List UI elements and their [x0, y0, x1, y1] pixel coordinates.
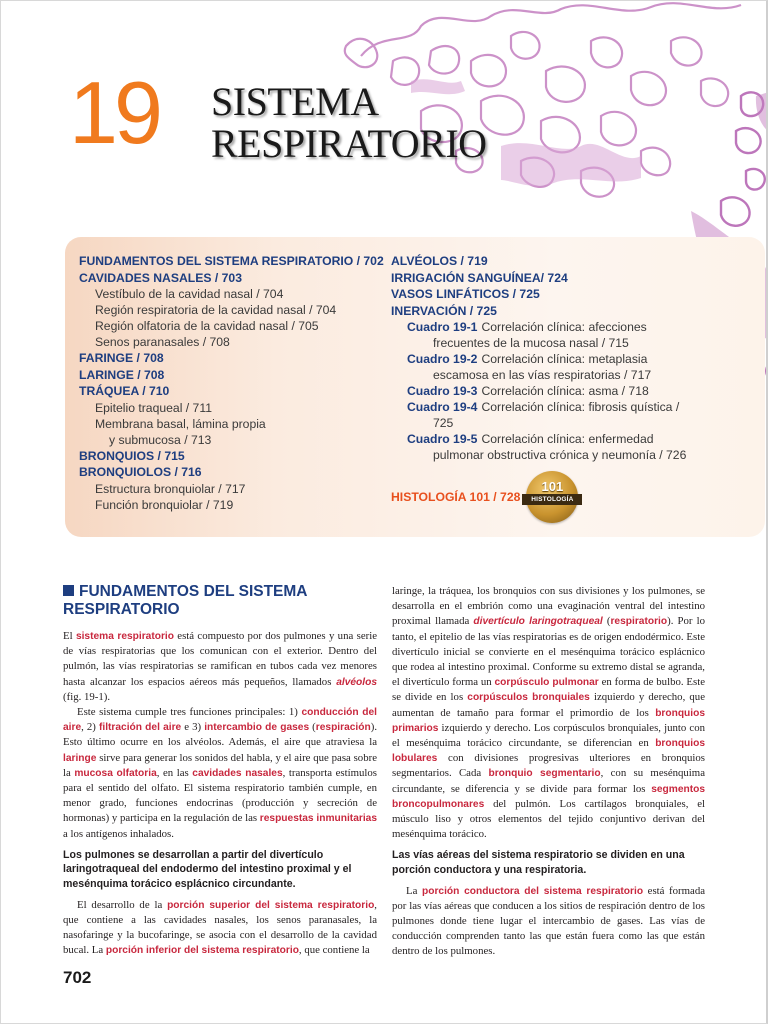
contents-heading[interactable]: ALVÉOLOS / 719	[391, 254, 488, 268]
text-run: (	[309, 721, 316, 734]
clinical-box-title-cont: escamosa en las vías respiratorias / 717	[433, 368, 652, 382]
contents-subentry[interactable]: Región olfatoria de la cavidad nasal / 705	[95, 319, 319, 333]
clinical-box-label: Cuadro 19-1	[407, 320, 478, 334]
text-run: , transporta estímulos para el sentido del olfato. El sistema respiratorio también cumple, en menor grado, funciones endocrinas (producción y secreción de hormonas) y participa en la regulación de las	[63, 766, 377, 825]
text-run: en forma de bulbo. Este se divide en los	[392, 676, 705, 704]
contents-heading[interactable]: TRÁQUEA / 710	[79, 384, 170, 398]
body-paragraph	[392, 884, 705, 960]
contents-heading[interactable]: LARINGE / 708	[79, 367, 165, 382]
chapter-title-line-1: SISTEMA	[211, 79, 379, 124]
body-right-column	[392, 584, 705, 960]
text-run: está formada por las vías aéreas que conducen a los sitios de respiración dentro de los pulmones donde tiene lugar el intercambio de gases. Las vías de conducción comprenden tanto las que están fuera como las que están dentro de los pulmones.	[392, 884, 706, 958]
clinical-box-entry[interactable]	[391, 351, 721, 383]
clinical-box-title-cont: 725	[433, 416, 454, 430]
text-run: izquierdo y derecho. Los corpúsculos bronquiales, junto con el mesénquima torácico circundante, se diferencian en	[392, 721, 705, 750]
key-term: conducción del aire	[63, 707, 378, 734]
key-term: respiratorio	[610, 616, 668, 628]
text-run: Este sistema cumple tres funciones principales: 1)	[77, 706, 302, 719]
histology-101-entry[interactable]	[391, 471, 721, 523]
clinical-box-title: Correlación clínica: enfermedad	[481, 432, 654, 446]
text-run: (fig. 19-1).	[63, 690, 111, 703]
lead-statement	[63, 848, 377, 892]
contents-heading[interactable]: IRRIGACIÓN SANGUÍNEA/ 724	[391, 270, 568, 285]
histology-101-label: HISTOLOGÍA 101 / 728	[391, 490, 521, 504]
text-run: , en las	[156, 766, 193, 779]
clinical-box-title: Correlación clínica: fibrosis quística /	[481, 400, 680, 414]
chapter-title	[211, 81, 487, 165]
clinical-box-title-cont: frecuentes de la mucosa nasal / 715	[433, 336, 629, 350]
contents-subentry[interactable]: Región respiratoria de la cavidad nasal / 704	[95, 303, 337, 317]
key-term: respiración	[315, 722, 371, 734]
chapter-title-line-2: RESPIRATORIO	[211, 121, 487, 166]
text-run: El	[63, 630, 76, 642]
section-heading-text: FUNDAMENTOS DEL SISTEMA RESPIRATORIO	[63, 583, 307, 618]
text-run: ). Esto último ocurre en los alvéolos. Además, el aire que atraviesa la	[63, 721, 378, 749]
clinical-box-title: Correlación clínica: asma / 718	[481, 384, 649, 398]
body-paragraph	[63, 629, 377, 705]
clinical-box-entry[interactable]	[391, 431, 721, 463]
clinical-box-title: Correlación clínica: afecciones	[481, 320, 647, 334]
contents-heading[interactable]: FARINGE / 708	[79, 351, 164, 365]
badge-label: HISTOLOGÍA	[522, 494, 582, 505]
text-run: , 2)	[81, 721, 99, 734]
text-run: a los antígenos inhalados.	[63, 827, 174, 840]
key-term: porción inferior del sistema respiratorio	[105, 945, 299, 957]
text-run: sirve para generar los sonidos del habla, y el aire que pasa sobre la	[63, 751, 377, 779]
text-run: , con su mesénquima circundante, se diferencia y se divide para formar los	[392, 767, 705, 795]
contents-right-column	[391, 253, 721, 523]
key-term: alvéolos	[336, 676, 377, 688]
text-run: del pulmón. Los cartílagos bronquiales, el músculo liso y otros elementos del tejido conjuntivo derivan del mesénquima torácico.	[392, 797, 705, 841]
contents-heading[interactable]: VASOS LINFÁTICOS / 725	[391, 287, 540, 301]
body-paragraph	[392, 584, 705, 842]
key-term: respuestas inmunitarias	[259, 813, 377, 825]
key-term: corpúsculo pulmonar	[494, 677, 599, 689]
chapter-contents-box	[65, 237, 765, 537]
clinical-box-title-cont: pulmonar obstructiva crónica y neumonía / 726	[433, 448, 687, 462]
badge-number: 101	[541, 479, 564, 494]
contents-subentry[interactable]: Senos paranasales / 708	[95, 335, 230, 349]
contents-subentry[interactable]: y submucosa / 713	[109, 432, 212, 447]
contents-subentry[interactable]: Membrana basal, lámina propia	[95, 416, 266, 431]
contents-left-column	[79, 253, 384, 513]
contents-heading[interactable]: CAVIDADES NASALES / 703	[79, 270, 242, 285]
text-run: ). Por lo tanto, el epitelio de las vías respiratorias es de origen endodérmico. Este divertículo inicial se convierte en el mesénquima torácico esplácnico que rodea al intestino proximal. Conforme su extremo distal se agranda, el divertículo forma un	[392, 615, 706, 689]
text-run: izquierdo y derecho, que aumentan de tamaño para formar el primordio de los	[392, 691, 705, 719]
lead-statement	[392, 848, 705, 877]
key-term: bronquios lobulares	[392, 738, 705, 765]
clinical-box-label: Cuadro 19-5	[407, 432, 478, 446]
key-term: mucosa olfatoria	[74, 767, 157, 779]
clinical-box-entry[interactable]	[391, 383, 721, 399]
text-run: con divisiones progresivas ulteriores en bronquios segmentarios. Cada	[392, 752, 705, 780]
contents-heading[interactable]: INERVACIÓN / 725	[391, 303, 497, 318]
text-run: , que contiene la	[298, 944, 370, 957]
text-run: Las vías aéreas del sistema respiratorio se dividen en una porción conductora y una respiratoria.	[392, 849, 685, 877]
text-run: Los pulmones se desarrollan a partir del divertículo laringotraqueal del endodermo del intestino proximal y el mesénquima torácico esplácnico circundante.	[63, 848, 352, 891]
text-run: está compuesto por dos pulmones y una serie de vías respiratorias que los comunican con el exterior. Dentro del pulmón, las vías respiratorias se ramifican en tubos cada vez menores hasta alcanzar los espacios aéreos más pequeños, llamados	[63, 630, 377, 688]
key-term: divertículo laringotraqueal	[473, 616, 603, 628]
key-term: bronquios primarios	[392, 707, 705, 734]
key-term: bronquio segmentario	[488, 768, 601, 780]
page-number: 702	[63, 968, 92, 987]
text-run: laringe, la tráquea, los bronquios con sus divisiones y los pulmones, se desarrolla en el embrión como una evaginación ventral del intestino proximal llamada	[392, 585, 705, 628]
text-run: La	[406, 884, 422, 897]
contents-subentry[interactable]: Estructura bronquiolar / 717	[95, 481, 246, 496]
clinical-box-entry[interactable]	[391, 399, 721, 431]
contents-heading[interactable]: BRONQUIOS / 715	[79, 448, 185, 463]
contents-subentry[interactable]: Función bronquiolar / 719	[95, 497, 234, 512]
clinical-box-title: Correlación clínica: metaplasia	[481, 352, 648, 366]
key-term: porción conductora del sistema respiratorio	[422, 885, 644, 897]
body-paragraph	[63, 898, 377, 959]
clinical-box-entry[interactable]	[391, 319, 721, 351]
key-term: sistema respiratorio	[75, 631, 174, 642]
contents-heading[interactable]: BRONQUIOLOS / 716	[79, 465, 202, 479]
body-left-column	[63, 629, 377, 958]
text-run: (	[602, 615, 611, 628]
text-run: , que contiene a las cavidades nasales, los senos paranasales, la nasofaringe y la bucofaringe, se asocia con el desarrollo de la cavidad bucal. La	[63, 898, 377, 957]
contents-heading[interactable]: FUNDAMENTOS DEL SISTEMA RESPIRATORIO / 702	[79, 254, 384, 268]
key-term: laringe	[63, 752, 97, 764]
chapter-number: 19	[69, 63, 159, 162]
key-term: filtración del aire	[98, 722, 182, 734]
contents-subentry[interactable]: Vestíbulo de la cavidad nasal / 704	[95, 287, 284, 301]
section-heading	[63, 583, 363, 619]
histology-101-badge-icon	[526, 471, 578, 523]
clinical-box-label: Cuadro 19-2	[407, 352, 478, 366]
key-term: intercambio de gases	[204, 722, 310, 734]
section-square-icon	[63, 585, 74, 596]
clinical-boxes-list	[391, 319, 721, 463]
contents-subentry[interactable]: Epitelio traqueal / 711	[95, 400, 212, 415]
text-run: e 3)	[181, 721, 205, 734]
key-term: corpúsculos bronquiales	[467, 692, 590, 704]
clinical-box-label: Cuadro 19-4	[407, 400, 478, 414]
key-term: porción superior del sistema respiratorio	[167, 899, 375, 911]
text-run: El desarrollo de la	[77, 898, 168, 911]
key-term: segmentos broncopulmonares	[392, 783, 705, 810]
body-paragraph	[63, 705, 377, 842]
key-term: cavidades nasales	[192, 767, 283, 779]
clinical-box-label: Cuadro 19-3	[407, 384, 478, 398]
